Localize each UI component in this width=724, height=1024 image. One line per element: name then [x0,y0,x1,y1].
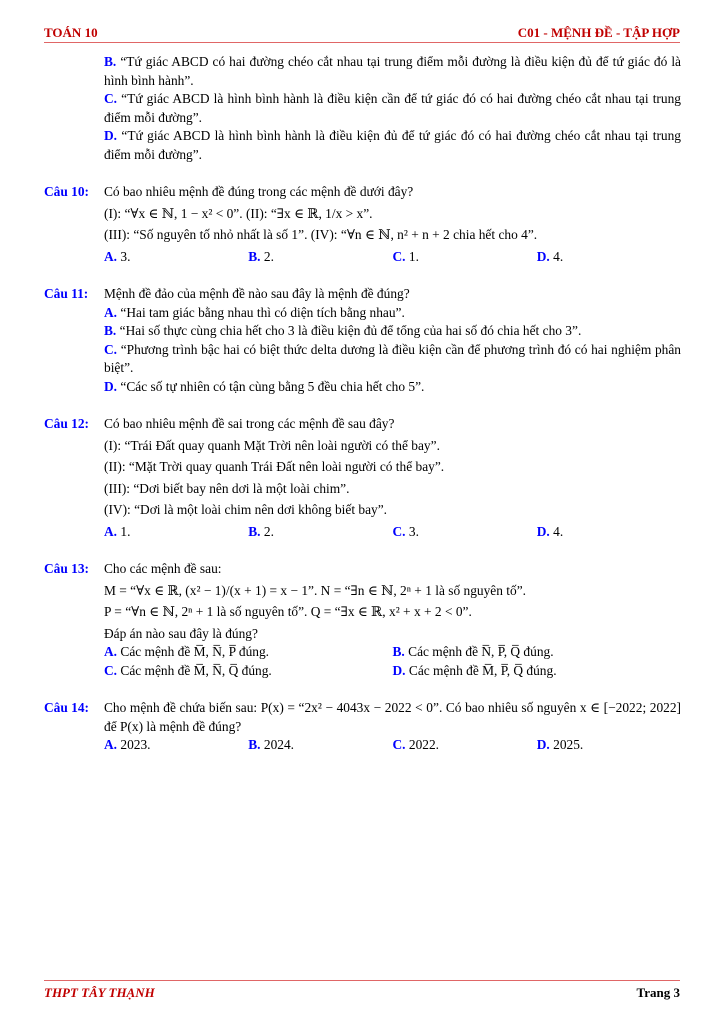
header-divider [44,42,680,43]
statement-line: (I): “∀x ∈ ℕ, 1 − x² < 0”. (II): “∃x ∈ ℝ, 1/x > x”. [104,205,373,221]
page-footer [44,984,680,1002]
option-d [104,127,681,164]
answer-b[interactable]: B. 2. [248,523,274,539]
statement-line: (III): “Dơi biết bay nên dơi là một loài chim”. [104,480,350,496]
option-c[interactable]: C. “Phương trình bậc hai có biệt thức delta dương là điều kiện cần để phương trình đó có hai nghiệm phân biệt”. [104,341,681,375]
statement-line: (III): “Số nguyên tố nhỏ nhất là số 1”. (IV): “∀n ∈ ℕ, n² + n + 2 chia hết cho 4”. [104,227,538,242]
option-c [104,90,681,127]
statement-line: M = “∀x ∈ ℝ, (x² − 1)/(x + 1) = x − 1”. N = “∃n ∈ ℕ, 2ⁿ + 1 là số nguyên tố”. [104,582,526,598]
question-ask: Đáp án nào sau đây là đúng? [104,625,258,641]
answer-b[interactable]: B. 2024. [248,737,295,752]
question-number: Câu 11: [44,286,89,301]
page-number: Trang 3 [636,985,680,1000]
page-header [44,20,680,42]
question-number: Câu 12: [44,416,90,431]
prev-question-options [44,53,681,164]
question-12 [44,415,681,541]
header-chapter: C01 - MỆNH ĐỀ - TẬP HỢP [517,25,680,41]
answer-row [104,643,681,662]
question-13 [44,560,681,680]
footer-school: THPT TÂY THẠNH [44,985,155,1000]
statement-line: (IV): “Dơi là một loài chim nên dơi không biết bay”. [104,502,388,517]
statement-line: (I): “Trái Đất quay quanh Mặt Trời nên loài người có thể bay”. [104,437,440,453]
question-stem: Cho mệnh đề chứa biến sau: P(x) = “2x² − 4043x − 2022 < 0”. Có bao nhiêu số nguyên x ∈ [−2022; 2022] để P(x) là mệnh đề đúng? [104,700,681,734]
answer-d[interactable]: D. 4. [536,523,564,539]
question-14 [44,699,681,755]
option-letter: B. [104,54,117,69]
answer-row [104,736,681,755]
question-number: Câu 13: [44,561,90,576]
question-stem: Cho các mệnh đề sau: [104,561,222,576]
answer-a[interactable]: A. Các mệnh đề M̅, N̅, P̅ đúng. [104,644,270,659]
answer-c[interactable]: C. 1. [392,248,419,264]
answer-row [104,662,681,681]
answer-d[interactable]: D. Các mệnh đề M̅, P̅, Q̅ đúng. [392,662,557,678]
answer-b[interactable]: B. 2. [248,248,274,264]
footer-divider [44,980,680,981]
answer-d[interactable]: D. 2025. [536,737,584,752]
question-11 [44,285,681,396]
question-stem: Có bao nhiêu mệnh đề sai trong các mệnh đề sau đây? [104,416,395,431]
answer-a[interactable]: A. 2023. [104,737,151,752]
question-number: Câu 10: [44,184,90,199]
header-subject: TOÁN 10 [44,25,98,41]
page-content [44,53,681,755]
answer-c[interactable]: C. 3. [392,523,419,539]
answer-a[interactable]: A. 1. [104,523,131,539]
question-10 [44,183,681,266]
option-text: “Tứ giác ABCD có hai đường chéo cắt nhau tại trung điểm mỗi đường là điều kiện đủ để tứ giác đó là hình bình hành”. [104,54,681,88]
question-stem: Có bao nhiêu mệnh đề đúng trong các mệnh đề dưới đây? [104,184,414,199]
answer-c[interactable]: C. Các mệnh đề M̅, N̅, Q̅ đúng. [104,662,272,678]
question-number: Câu 14: [44,700,90,715]
answer-row [104,248,681,267]
answer-c[interactable]: C. 2022. [392,737,440,752]
statement-line: P = “∀n ∈ ℕ, 2ⁿ + 1 là số nguyên tố”. Q = “∃x ∈ ℝ, x² + x + 2 < 0”. [104,604,472,619]
statement-line: (II): “Mặt Trời quay quanh Trái Đất nên loài người có thể bay”. [104,459,445,474]
option-text: “Tứ giác ABCD là hình bình hành là điều kiện cần để tứ giác đó có hai đường chéo cắt nhau tại trung điểm mỗi đường”. [104,91,681,125]
option-b [104,53,681,90]
answer-b[interactable]: B. Các mệnh đề N̅, P̅, Q̅ đúng. [392,644,554,659]
answer-d[interactable]: D. 4. [536,248,564,264]
option-letter: C. [104,91,118,106]
option-text: “Tứ giác ABCD là hình bình hành là điều kiện đủ để tứ giác đó có hai đường chéo cắt nhau tại trung điểm mỗi đường”. [104,128,681,162]
answer-a[interactable]: A. 3. [104,248,131,264]
option-letter: D. [104,128,118,143]
option-b[interactable]: B. “Hai số thực cùng chia hết cho 3 là điều kiện đủ để tổng của hai số đó chia hết cho 3”. [104,323,582,338]
option-d[interactable]: D. “Các số tự nhiên có tận cùng bằng 5 đều chia hết cho 5”. [104,378,425,394]
question-stem: Mệnh đề đảo của mệnh đề nào sau đây là mệnh đề đúng? [104,286,410,301]
answer-row [104,523,681,542]
option-a[interactable]: A. “Hai tam giác bằng nhau thì có diện tích bằng nhau”. [104,304,405,320]
